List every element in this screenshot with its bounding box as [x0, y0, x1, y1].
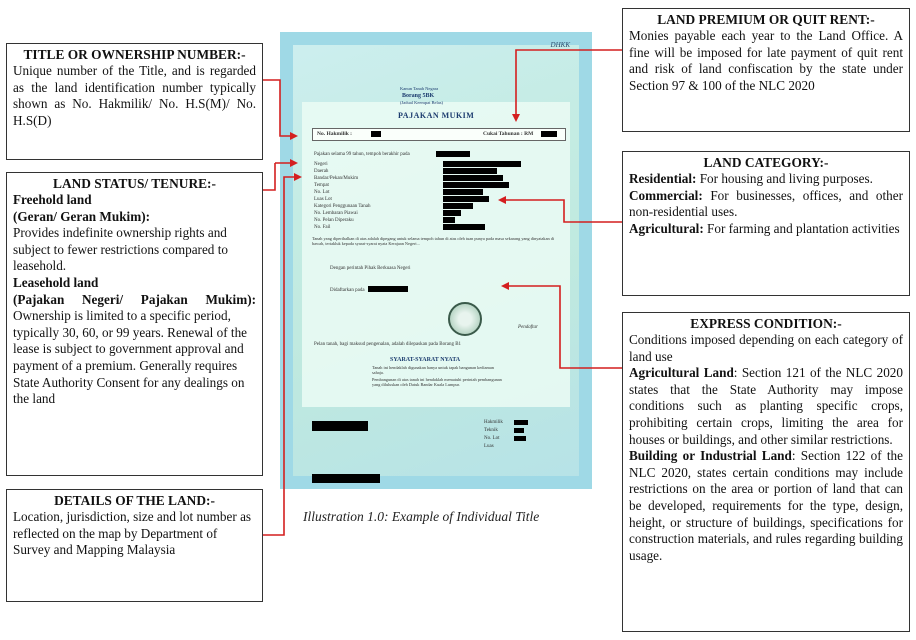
document-body-text: Tanah yang diperihalkan di atas adalah dipegang untuk selama tempoh tahun di atas oleh tuan punya pada masa sekarang yang dinyatakan di bawah, tertakluk kepada syarat-syarat nyata Kerajaan Negeri...: [312, 236, 555, 247]
field-tempat: Tempat: [314, 183, 329, 188]
express-agricultural-text: : Section 121 of the NLC 2020 states that the State Authority may impose conditions such as planting specific crops, prohibiting certain crops, limiting the area for houses or buildings, and other similar restrictions.: [629, 365, 903, 447]
field-pelan: No. Pelan Diperaku: [314, 218, 354, 223]
land-details-text: Location, jurisdiction, size and lot number as reflected on the map by Department of Survey and Mapping Malaysia: [13, 509, 252, 558]
field-daerah: Daerah: [314, 169, 329, 174]
field-no-lot: No. Lot: [314, 190, 330, 195]
field-kategori: Kategori Penggunaan Tanah: [314, 204, 371, 209]
illustration-caption: Illustration 1.0: Example of Individual Title: [303, 509, 540, 524]
document-form-small: Kanun Tanah Negara: [400, 86, 439, 91]
perintah-line: Dengan perintah Pihak Berkuasa Negeri: [330, 266, 411, 271]
field-lembaran: No. Lembaran Piawai: [314, 211, 358, 216]
category-agricultural-text: For farming and plantation activities: [703, 220, 900, 236]
land-premium-text: Monies payable each year to the Land Office. A fine will be imposed for late payment of quit rent and risk of land confiscation by the state under Section 97 & 100 of the NLC 2020: [629, 28, 903, 93]
express-building-text: : Section 122 of the NLC 2020, states certain conditions may include restrictions on the area or portion of land that can be developed, requirements for the type, design, height, or structure of buildings, specifications for construction materials, and rules regarding building usage.: [629, 448, 903, 563]
pelan-line: Pelan tanah, bagi maksud pengenalan, adalah dilepaskan pada Borang B1: [314, 342, 462, 347]
didaftarkan-line: Didaftarkan pada: [330, 288, 365, 293]
land-status-heading: LAND STATUS/ TENURE:-: [53, 176, 216, 191]
pendaftar-label: Pendaftar: [518, 325, 538, 330]
field-luas-lot: Luas Lot: [314, 197, 332, 202]
document-title: PAJAKAN MUKIM: [398, 111, 475, 120]
land-details-heading: DETAILS OF THE LAND:-: [54, 493, 215, 508]
express-intro: Conditions imposed depending on each category of land use: [629, 332, 903, 364]
no-hakmilik-label: No. Hakmilik :: [317, 131, 352, 137]
category-agricultural-label: Agricultural:: [629, 220, 704, 236]
title-ownership-heading: TITLE OR OWNERSHIP NUMBER:-: [23, 47, 246, 62]
arrow-land-status: [263, 163, 275, 190]
category-commercial-text: For businesses, offices, and other non-residential uses.: [629, 187, 903, 220]
category-commercial-label: Commercial:: [629, 187, 703, 203]
category-residential-label: Residential:: [629, 171, 697, 186]
syarat-2: Pembangunan di atas tanah ini hendaklah mematuhi perintah pembangunan yang diluluskan oleh Datuk Bandar Kuala Lumpur.: [372, 377, 502, 387]
footer-no-lot: No. Lot: [484, 436, 500, 441]
pajakan-line: Pajakan selama 99 tahun, tempoh berakhir pada: [314, 152, 410, 157]
field-bandar: Bandar/Pekan/Mukim: [314, 176, 359, 181]
arrow-express-condition: [503, 286, 622, 368]
express-condition-heading: EXPRESS CONDITION:-: [690, 316, 842, 331]
freehold-subheading: (Geran/ Geran Mukim):: [13, 208, 150, 224]
field-fail: No. Fail: [314, 225, 331, 230]
leasehold-heading: Leasehold land: [13, 274, 99, 290]
footer-luas: Luas: [484, 444, 494, 449]
field-negeri: Negeri: [314, 162, 328, 167]
syarat-1: Tanah ini hendaklah digunakan hanya untuk tapak bangunan kediaman sahaja.: [372, 365, 494, 375]
leasehold-text: Ownership is limited to a specific period, typically 30, 60, or 99 years. Renewal of the lease is subject to government approval and payment of a premium. Generally requires State Authority Consent for any dealings on the land: [13, 308, 248, 407]
arrow-land-category: [500, 200, 622, 222]
arrow-land-details: [263, 177, 300, 535]
category-residential-text: For housing and living purposes.: [696, 171, 873, 186]
title-ownership-text: Unique number of the Title, and is regarded as the land identification number typically shown as No. Hakmilik/ No. H.S(M)/ No. H.S(D): [13, 63, 256, 128]
arrow-land-premium: [516, 50, 622, 120]
leasehold-subheading: (Pajakan Negeri/ Pajakan Mukim):: [13, 291, 256, 307]
express-building-label: Building or Industrial Land: [629, 448, 792, 464]
freehold-heading: Freehold land: [13, 192, 92, 207]
document-corner-code: DHKK: [550, 41, 570, 49]
freehold-text: Provides indefinite ownership rights and subject to fewer restrictions compared to leasehold.: [13, 225, 228, 274]
document-form-name: Borang 5BK: [402, 93, 435, 99]
arrow-title-number: [263, 80, 296, 136]
syarat-title: SYARAT-SYARAT NYATA: [390, 357, 461, 363]
document-form-sub: (Jadual Keempat Belas): [400, 100, 443, 105]
footer-teknik: Teknik: [484, 428, 498, 433]
footer-hakmilik: Hakmilik: [484, 420, 503, 425]
land-premium-heading: LAND PREMIUM OR QUIT RENT:-: [657, 12, 875, 27]
cukai-label: Cukai Tahunan : RM: [483, 131, 534, 137]
land-category-heading: LAND CATEGORY:-: [703, 155, 829, 170]
express-agricultural-label: Agricultural Land: [629, 365, 734, 381]
